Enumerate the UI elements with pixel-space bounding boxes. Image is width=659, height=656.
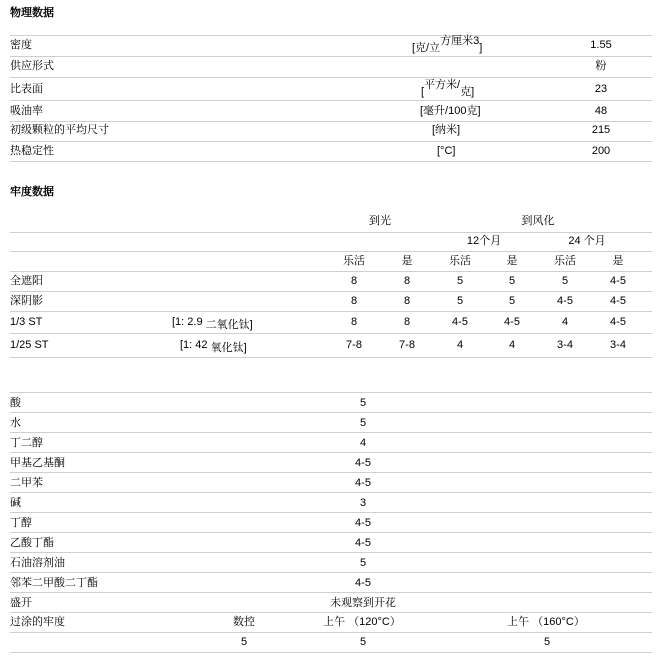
col-header: 是 xyxy=(506,255,518,267)
fastness-section-title: 牢度数据 xyxy=(10,186,54,198)
row-label: 甲基乙基酮 xyxy=(10,457,65,469)
row-label: 吸油率 xyxy=(10,105,43,117)
row-label: 碱 xyxy=(10,497,21,509)
row-value: 4-5 xyxy=(355,517,371,529)
divider xyxy=(10,472,652,473)
col-header: 乐活 xyxy=(343,255,365,267)
cell: 4 xyxy=(561,316,569,328)
cell: 4-5 xyxy=(610,295,626,307)
overcoat-header: 数控 xyxy=(233,616,255,628)
cell: 8 xyxy=(350,316,358,328)
overcoat-value: 5 xyxy=(240,636,248,648)
row-label: 乙酸丁酯 xyxy=(10,537,54,549)
col-header: 是 xyxy=(612,255,624,267)
row-label: 初级颗粒的平均尺寸 xyxy=(10,124,109,136)
cell: 5 xyxy=(508,275,516,287)
row-value: 未观察到开花 xyxy=(330,597,396,609)
physical-section-title: 物理数据 xyxy=(10,7,54,19)
divider xyxy=(10,333,652,334)
divider xyxy=(10,141,652,142)
row-label: 酸 xyxy=(10,397,21,409)
divider xyxy=(10,652,652,653)
group-header-light: 到光 xyxy=(369,215,391,227)
overcoat-header: 上午 （120°C） xyxy=(323,616,401,628)
row-value: 5 xyxy=(359,417,367,429)
divider xyxy=(10,35,652,36)
group-header-weather: 到风化 xyxy=(521,215,555,227)
cell: 5 xyxy=(508,295,516,307)
row-label: 水 xyxy=(10,417,21,429)
divider xyxy=(10,432,652,433)
col-header: 乐活 xyxy=(554,255,576,267)
row-value: 1.55 xyxy=(590,39,612,51)
row-unit: [克/立方厘米3] xyxy=(412,35,483,54)
row-unit: [毫升/100克] xyxy=(420,105,481,117)
divider xyxy=(10,632,652,633)
cell: 3-4 xyxy=(610,339,626,351)
col-header: 乐活 xyxy=(449,255,471,267)
cell: 4-5 xyxy=(610,316,626,328)
row-value: 5 xyxy=(359,557,367,569)
row-note: [1: 2.9 二氧化钛] xyxy=(172,316,253,331)
cell: 8 xyxy=(350,295,358,307)
row-label: 比表面 xyxy=(10,83,43,95)
sub-header-24m: 24 个月 xyxy=(568,235,606,247)
cell: 7-8 xyxy=(399,339,415,351)
row-label: 邻苯二甲酸二丁酯 xyxy=(10,577,98,589)
row-note: [1: 42 氧化钛] xyxy=(180,339,247,354)
cell: 8 xyxy=(403,275,411,287)
divider xyxy=(10,291,652,292)
divider xyxy=(10,161,652,162)
divider xyxy=(10,271,652,272)
cell: 4-5 xyxy=(610,275,626,287)
row-value: 4-5 xyxy=(355,477,371,489)
row-label: 丁醇 xyxy=(10,517,32,529)
cell: 5 xyxy=(456,295,464,307)
divider xyxy=(10,492,652,493)
row-label: 1/25 ST xyxy=(10,339,49,351)
cell: 5 xyxy=(561,275,569,287)
overcoat-value: 5 xyxy=(543,636,551,648)
row-label: 1/3 ST xyxy=(10,316,43,328)
cell: 3-4 xyxy=(557,339,573,351)
cell: 4-5 xyxy=(452,316,468,328)
cell: 4-5 xyxy=(557,295,573,307)
row-value: 4-5 xyxy=(355,457,371,469)
row-unit: [纳米] xyxy=(432,124,461,136)
col-header: 是 xyxy=(401,255,413,267)
row-label: 二甲苯 xyxy=(10,477,43,489)
divider xyxy=(10,392,652,393)
divider xyxy=(10,572,652,573)
row-value: 5 xyxy=(359,397,367,409)
row-unit: [°C] xyxy=(437,145,456,157)
row-value: 粉 xyxy=(595,60,607,72)
divider xyxy=(10,121,652,122)
row-label: 供应形式 xyxy=(10,60,54,72)
row-value: 200 xyxy=(591,145,611,157)
row-label: 丁二醇 xyxy=(10,437,43,449)
row-unit: [平方米/克] xyxy=(421,79,475,98)
divider xyxy=(10,251,652,252)
row-value: 215 xyxy=(591,124,611,136)
divider xyxy=(10,592,652,593)
divider xyxy=(10,552,652,553)
overcoat-label: 过涂的牢度 xyxy=(10,616,65,628)
row-value: 23 xyxy=(594,83,608,95)
divider xyxy=(10,412,652,413)
overcoat-header: 上午 （160°C） xyxy=(507,616,585,628)
divider xyxy=(10,612,652,613)
row-value: 4-5 xyxy=(355,537,371,549)
row-label: 全遮阳 xyxy=(10,275,43,287)
row-value: 4 xyxy=(359,437,367,449)
divider xyxy=(10,232,652,233)
sub-header-12m: 12个月 xyxy=(466,235,502,247)
row-value: 48 xyxy=(594,105,608,117)
cell: 8 xyxy=(403,316,411,328)
cell: 4 xyxy=(456,339,464,351)
row-value: 3 xyxy=(359,497,367,509)
divider xyxy=(10,77,652,78)
divider xyxy=(10,512,652,513)
cell: 8 xyxy=(403,295,411,307)
row-label: 密度 xyxy=(10,39,32,51)
row-label: 盛开 xyxy=(10,597,32,609)
row-value: 4-5 xyxy=(355,577,371,589)
divider xyxy=(10,357,652,358)
row-label: 石油溶剂油 xyxy=(10,557,65,569)
row-label: 热稳定性 xyxy=(10,145,54,157)
cell: 4-5 xyxy=(504,316,520,328)
divider xyxy=(10,532,652,533)
divider xyxy=(10,452,652,453)
divider xyxy=(10,100,652,101)
cell: 5 xyxy=(456,275,464,287)
divider xyxy=(10,311,652,312)
cell: 8 xyxy=(350,275,358,287)
overcoat-value: 5 xyxy=(359,636,367,648)
cell: 7-8 xyxy=(346,339,362,351)
divider xyxy=(10,56,652,57)
cell: 4 xyxy=(508,339,516,351)
row-label: 深阴影 xyxy=(10,295,43,307)
